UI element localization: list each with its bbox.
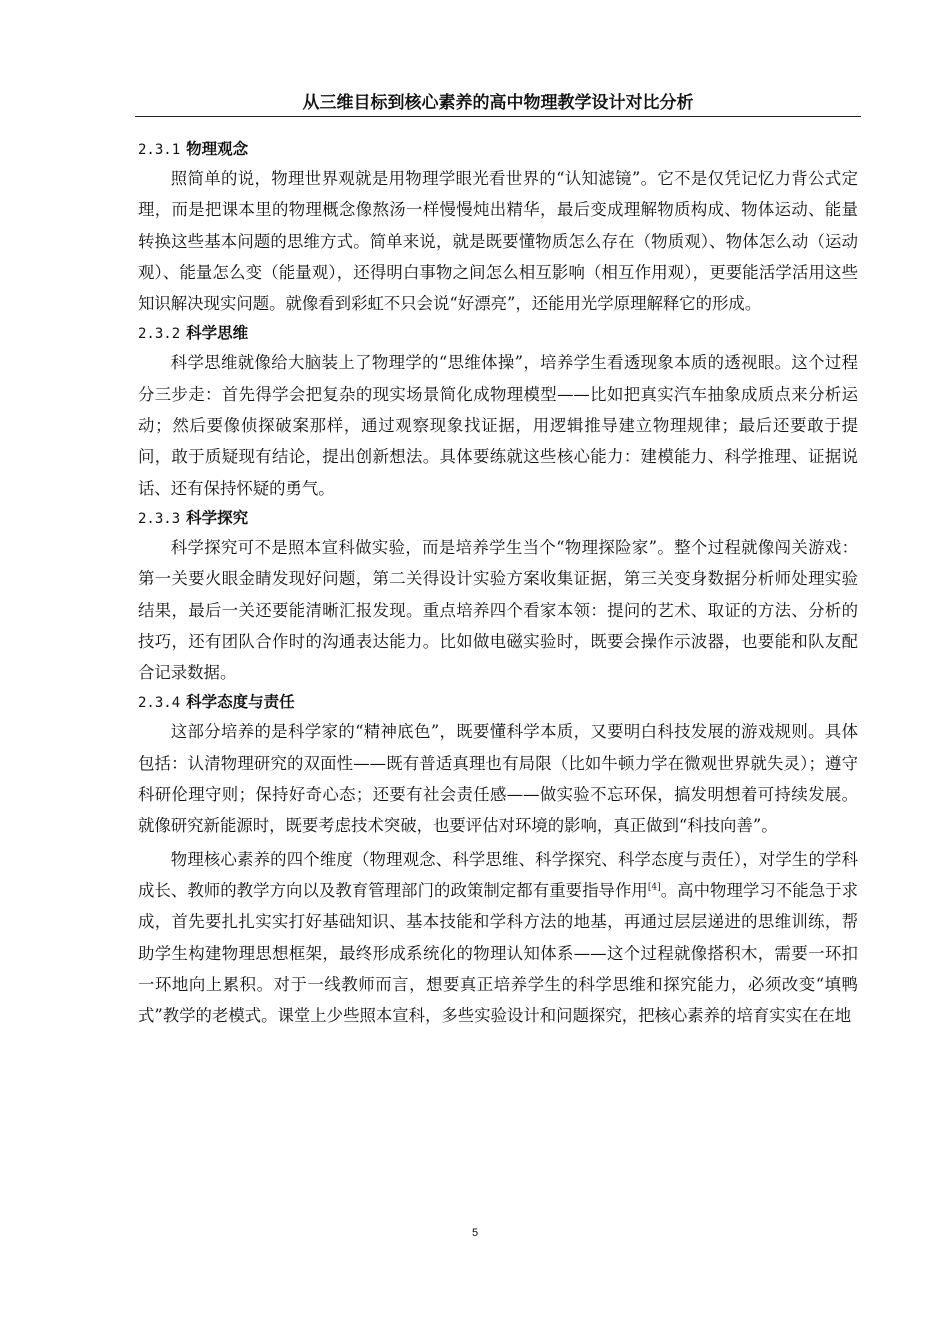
- section-heading: [138, 319, 858, 347]
- section-number: 2.3.1: [138, 142, 181, 158]
- section-paragraph: 科学探究可不是照本宣科做实验，而是培养学生当个“物理探险家”。整个过程就像闯关游戏：第一关要火眼金睛发现好问题，第二关得设计实验方案收集证据，第三关变身数据分析师处理实验结果，最后一关还要能清晰汇报发现。重点培养四个看家本领：提问的艺术、取证的方法、分析的技巧，还有团队合作时的沟通表达能力。比如做电磁实验时，既要会操作示波器，也要能和队友配合记录数据。: [138, 537, 858, 683]
- section-title: 物理观念: [186, 140, 249, 158]
- page-body: [138, 135, 858, 1031]
- section-number: 2.3.3: [138, 510, 181, 527]
- section-title: 科学态度与责任: [186, 693, 295, 712]
- section-heading: [138, 688, 858, 716]
- summary-text-before-ref: 物理核心素养的四个维度（物理观念、科学思维、科学探究、科学态度与责任），对学生的学科成长、教师的教学方向以及教育管理部门的政策制定都有重要指导作用: [138, 849, 858, 900]
- section-paragraph: 这部分培养的是科学家的“精神底色”，既要懂科学本质，又要明白科技发展的游戏规则。具体包括：认清物理研究的双面性——既有普适真理也有局限（比如牛顿力学在微观世界就失灵）；遵守科研伦理守则；保持好奇心态；还要有社会责任感——做实验不忘环保，搞发明想着可持续发展。就像研究新能源时，既要考虑技术突破，也要评估对环境的影响，真正做到“科技向善”。: [138, 722, 858, 836]
- section-heading: [138, 135, 858, 163]
- section-number: 2.3.4: [138, 695, 181, 712]
- section-number: 2.3.2: [138, 326, 181, 343]
- section-paragraph: 科学思维就像给大脑装上了物理学的“思维体操”，培养学生看透现象本质的透视眼。这个过程分三步走：首先得学会把复杂的现实场景简化成物理模型——比如把真实汽车抽象成质点来分析运动；然后要像侦探破案那样，通过观察现象找证据，用逻辑推导建立物理规律；最后还要敢于提问，敢于质疑现有结论，提出创新想法。具体要练就这些核心能力：建模能力、科学推理、证据说话、还有保持怀疑的勇气。: [138, 353, 858, 498]
- citation-ref: [4]: [647, 882, 661, 893]
- section-paragraph: 照简单的说，物理世界观就是用物理学眼光看世界的“认知滤镜”。它不是仅凭记忆力背公式定理，而是把课本里的物理概念像熬汤一样慢慢炖出精华，最后变成理解物质构成、物体运动、能量转换这些基本问题的思维方式。简单来说，就是既要懂物质怎么存在（物质观）、物体怎么动（运动观）、能量怎么变（能量观），还得明白事物之间怎么相互影响（相互作用观），更要能活学活用这些知识解决现实问题。就像看到彩虹不只会说“好漂亮”，还能用光学原理解释它的形成。: [138, 169, 858, 314]
- page-header-title: 从三维目标到核心素养的高中物理教学设计对比分析: [135, 92, 861, 117]
- section-heading: [138, 504, 858, 532]
- summary-paragraph: [138, 844, 858, 1032]
- page-number: 5: [471, 1227, 479, 1239]
- summary-text-after-ref: 。高中物理学习不能急于求成，首先要扎扎实实打好基础知识、基本技能和学科方法的地基，再通过层层递进的思维训练，帮助学生构建物理思想框架，最终形成系统化的物理认知体系——这个过程就像搭积木，需要一环扣一环地向上累积。对于一线教师而言，想要真正培养学生的科学思维和探究能力，必须改变“填鸭式”教学的老模式。课堂上少些照本宣科，多些实验设计和问题探究，把核心素养的培育实实在在地: [138, 880, 859, 1026]
- section-title: 科学探究: [186, 508, 249, 527]
- section-title: 科学思维: [186, 324, 249, 343]
